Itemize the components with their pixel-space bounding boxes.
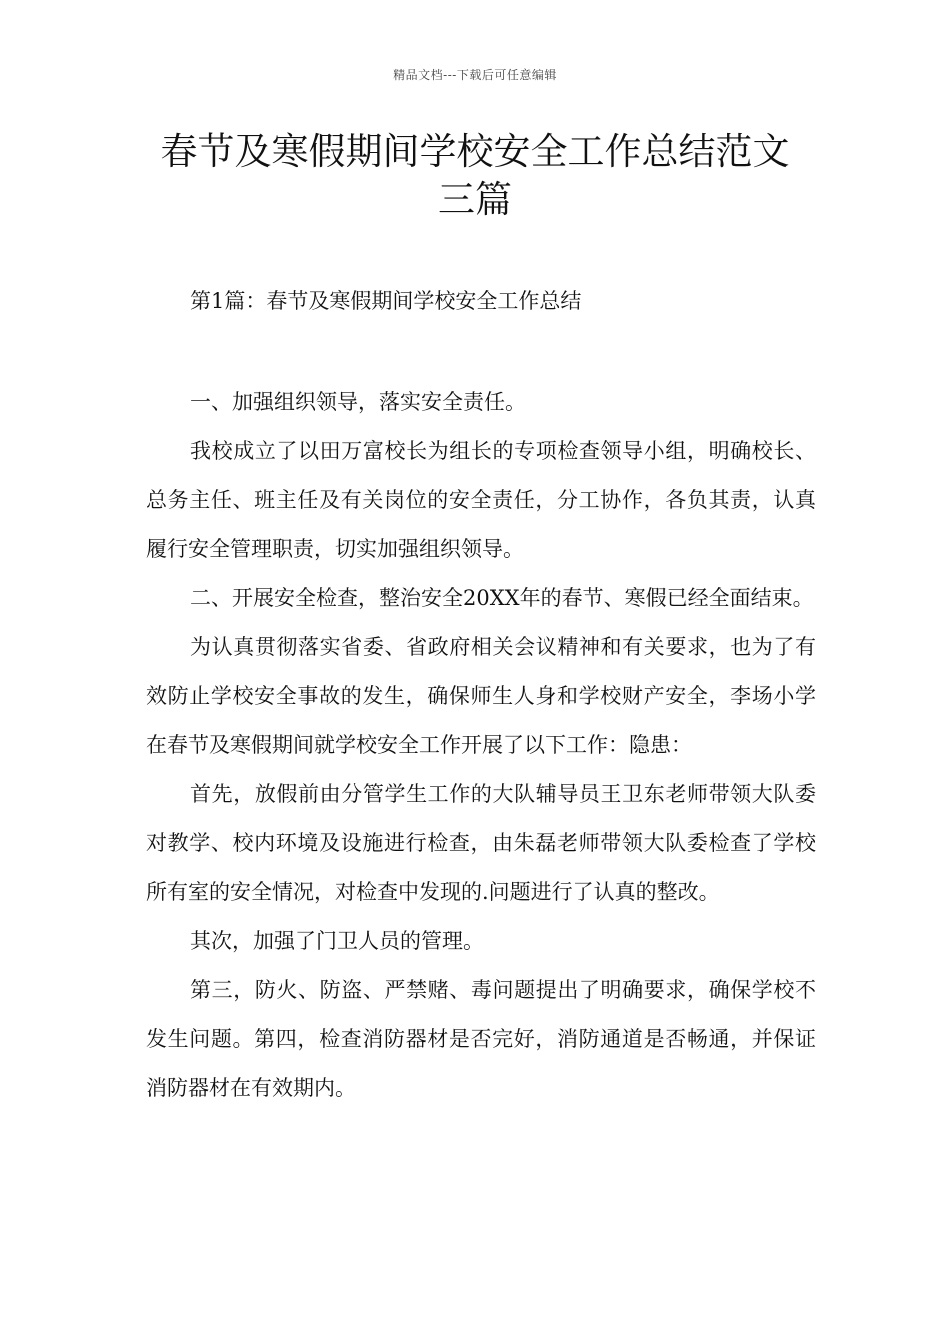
body-text [146,378,816,1113]
paragraph: 我校成立了以田万富校长为组长的专项检查领导小组，明确校长、总务主任、班主任及有关岗位的安全责任，分工协作，各负其责，认真履行安全管理职责，切实加强组织领导。 [146,439,816,561]
title-line-1: 春节及寒假期间学校安全工作总结范文 [160,130,790,173]
paragraph: 第三，防火、防盗、严禁赌、毒问题提出了明确要求，确保学校不发生问题。第四，检查消防器材是否完好，消防通道是否畅通，并保证消防器材在有效期内。 [146,978,816,1100]
paragraph: 首先，放假前由分管学生工作的大队辅导员王卫东老师带领大队委对教学、校内环境及设施进行检查，由朱磊老师带领大队委检查了学校所有室的安全情况，对检查中发现的.问题进行了认真的整改。 [146,782,816,904]
document-title [120,128,830,224]
section-heading: 第1篇：春节及寒假期间学校安全工作总结 [190,289,582,313]
paragraph: 其次，加强了门卫人员的管理。 [190,929,484,953]
header-note: 精品文档---下载后可任意编辑 [393,68,557,82]
paragraph: 二、开展安全检查，整治安全20XX年的春节、寒假已经全面结束。 [190,586,814,610]
paragraph: 一、加强组织领导，落实安全责任。 [190,390,526,414]
title-line-2: 三篇 [438,178,512,221]
paragraph: 为认真贯彻落实省委、省政府相关会议精神和有关要求，也为了有效防止学校安全事故的发生，确保师生人身和学校财产安全，李场小学在春节及寒假期间就学校安全工作开展了以下工作：隐患： [146,635,816,757]
